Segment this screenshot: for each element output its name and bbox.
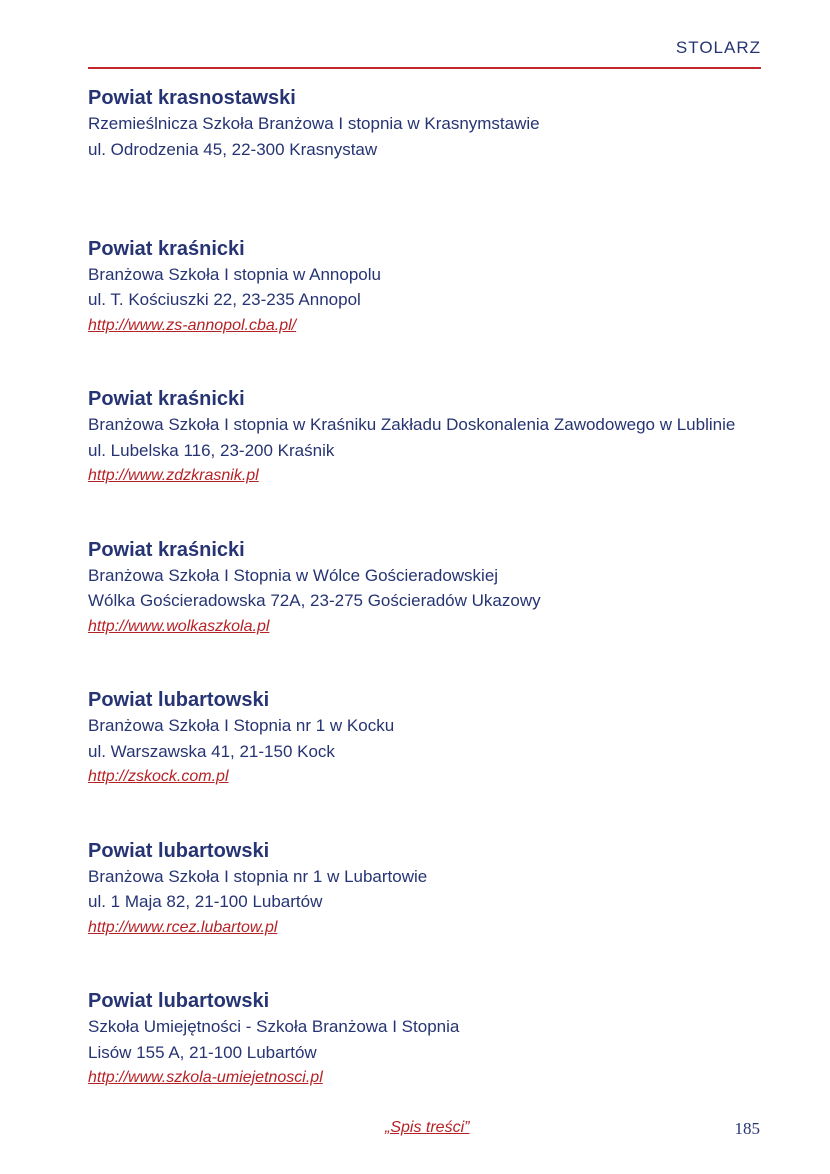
school-entry xyxy=(88,387,761,538)
page-number: 185 xyxy=(734,1119,760,1138)
county-heading: Powiat lubartowski xyxy=(88,990,270,1012)
header-title: STOLARZ xyxy=(675,38,761,57)
county-heading: Powiat lubartowski xyxy=(88,689,270,711)
school-website-link[interactable]: http://www.szkola-umiejetnosci.pl xyxy=(88,1069,323,1086)
school-address: ul. Lubelska 116, 23-200 Kraśnik xyxy=(88,440,335,460)
school-entry xyxy=(88,688,761,839)
school-name: Branżowa Szkoła I Stopnia w Wólce Gościeradowskiej xyxy=(88,565,499,585)
school-entry xyxy=(88,839,761,990)
school-website-link[interactable]: http://www.zdzkrasnik.pl xyxy=(88,467,259,484)
school-website-link[interactable]: http://www.zs-annopol.cba.pl/ xyxy=(88,316,297,334)
school-entry xyxy=(88,538,761,689)
school-entry xyxy=(88,237,761,388)
school-name: Branżowa Szkoła I stopnia w Annopolu xyxy=(88,264,381,284)
school-website-link[interactable]: http://zskock.com.pl xyxy=(88,768,229,785)
county-heading: Powiat lubartowski xyxy=(88,839,270,862)
school-address: ul. T. Kościuszki 22, 23-235 Annopol xyxy=(88,290,361,309)
school-entry xyxy=(88,86,761,237)
school-website-link[interactable]: http://www.rcez.lubartow.pl xyxy=(88,918,278,936)
school-name: Rzemieślnicza Szkoła Branżowa I stopnia w Krasnymstawie xyxy=(88,114,540,133)
school-list xyxy=(88,86,761,1140)
school-address: Lisów 155 A, 21-100 Lubartów xyxy=(88,1042,317,1062)
table-of-contents-link[interactable]: „Spis treści” xyxy=(385,1119,470,1136)
school-name: Szkoła Umiejętności - Szkoła Branżowa I Stopnia xyxy=(88,1017,460,1036)
school-entry xyxy=(88,989,761,1140)
school-name: Branżowa Szkoła I stopnia w Kraśniku Zakładu Doskonalenia Zawodowego w Lublinie xyxy=(88,415,736,434)
school-name: Branżowa Szkoła I Stopnia nr 1 w Kocku xyxy=(88,716,395,735)
school-address: ul. Odrodzenia 45, 22-300 Krasnystaw xyxy=(88,139,378,159)
county-heading: Powiat kraśnicki xyxy=(88,237,245,260)
school-website-link[interactable]: http://www.wolkaszkola.pl xyxy=(88,617,270,635)
page-header xyxy=(88,38,761,69)
school-address: Wólka Gościeradowska 72A, 23-275 Gościeradów Ukazowy xyxy=(88,591,541,610)
county-heading: Powiat kraśnicki xyxy=(88,538,245,561)
county-heading: Powiat krasnostawski xyxy=(88,87,296,109)
school-name: Branżowa Szkoła I stopnia nr 1 w Lubartowie xyxy=(88,866,428,886)
school-address: ul. 1 Maja 82, 21-100 Lubartów xyxy=(88,892,323,911)
county-heading: Powiat kraśnicki xyxy=(88,388,245,410)
school-address: ul. Warszawska 41, 21-150 Kock xyxy=(88,741,335,761)
